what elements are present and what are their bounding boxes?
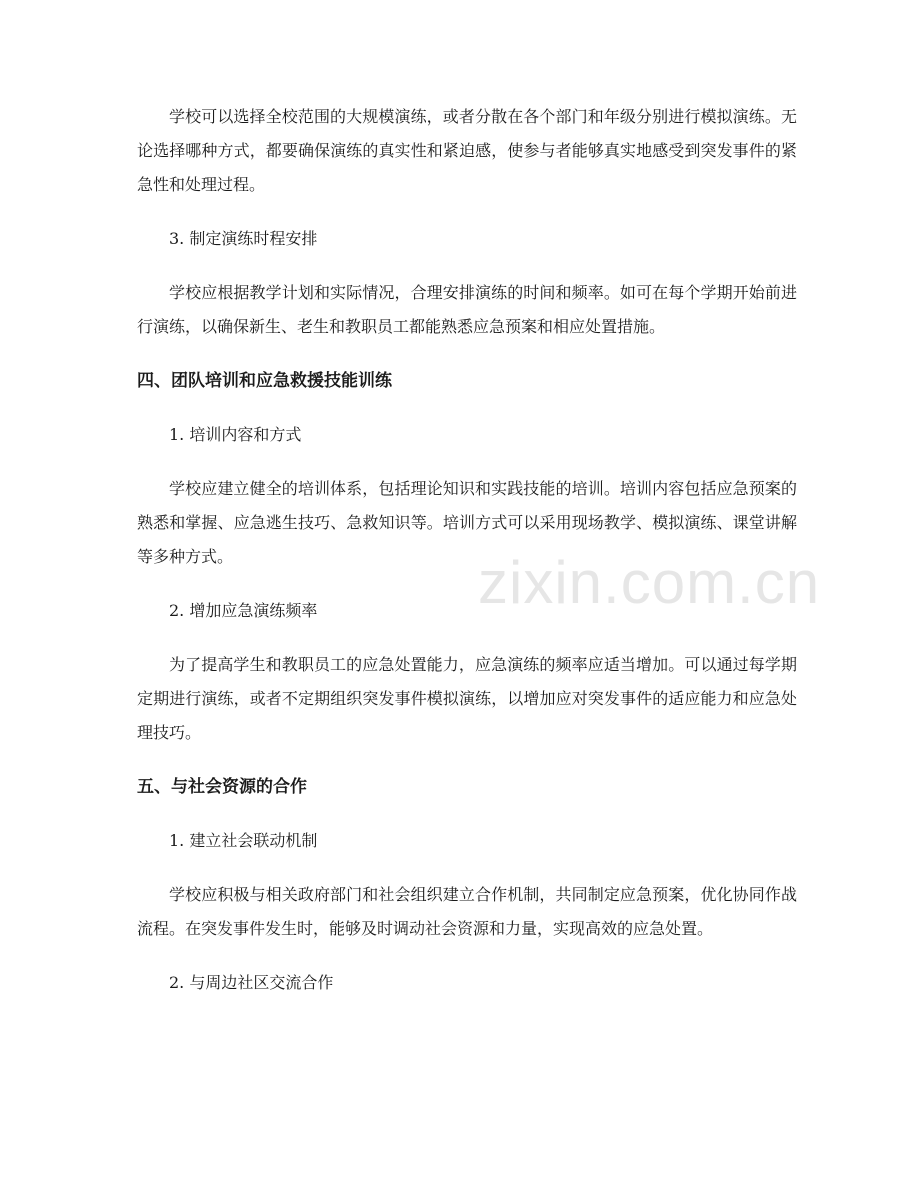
subheading-drill-schedule: 3. 制定演练时程安排	[169, 229, 318, 248]
subheading-social-linkage: 1. 建立社会联动机制	[169, 831, 318, 850]
document-body	[137, 100, 797, 1000]
subheading-community-cooperation: 2. 与周边社区交流合作	[169, 973, 334, 992]
paragraph-drill-schedule: 学校应根据教学计划和实际情况，合理安排演练的时间和频率。如可在每个学期开始前进行演练，以确保新生、老生和教职员工都能熟悉应急预案和相应处置措施。	[137, 283, 797, 336]
section-heading-social-resources: 五、与社会资源的合作	[137, 777, 307, 797]
subheading-drill-frequency: 2. 增加应急演练频率	[169, 601, 318, 620]
paragraph-drill-scope: 学校可以选择全校范围的大规模演练，或者分散在各个部门和年级分别进行模拟演练。无论选择哪种方式，都要确保演练的真实性和紧迫感，使参与者能够真实地感受到突发事件的紧急性和处理过程。	[137, 107, 797, 194]
paragraph-drill-frequency: 为了提高学生和教职员工的应急处置能力，应急演练的频率应适当增加。可以通过每学期定期进行演练，或者不定期组织突发事件模拟演练，以增加应对突发事件的适应能力和应急处理技巧。	[137, 655, 797, 742]
paragraph-training-content: 学校应建立健全的培训体系，包括理论知识和实践技能的培训。培训内容包括应急预案的熟悉和掌握、应急逃生技巧、急救知识等。培训方式可以采用现场教学、模拟演练、课堂讲解等多种方式。	[137, 479, 797, 566]
subheading-training-content: 1. 培训内容和方式	[169, 425, 302, 444]
section-heading-training: 四、团队培训和应急救援技能训练	[137, 371, 392, 391]
watermark: zixin.com.cn	[478, 549, 821, 616]
paragraph-social-linkage: 学校应积极与相关政府部门和社会组织建立合作机制，共同制定应急预案，优化协同作战流程。在突发事件发生时，能够及时调动社会资源和力量，实现高效的应急处置。	[137, 885, 797, 938]
